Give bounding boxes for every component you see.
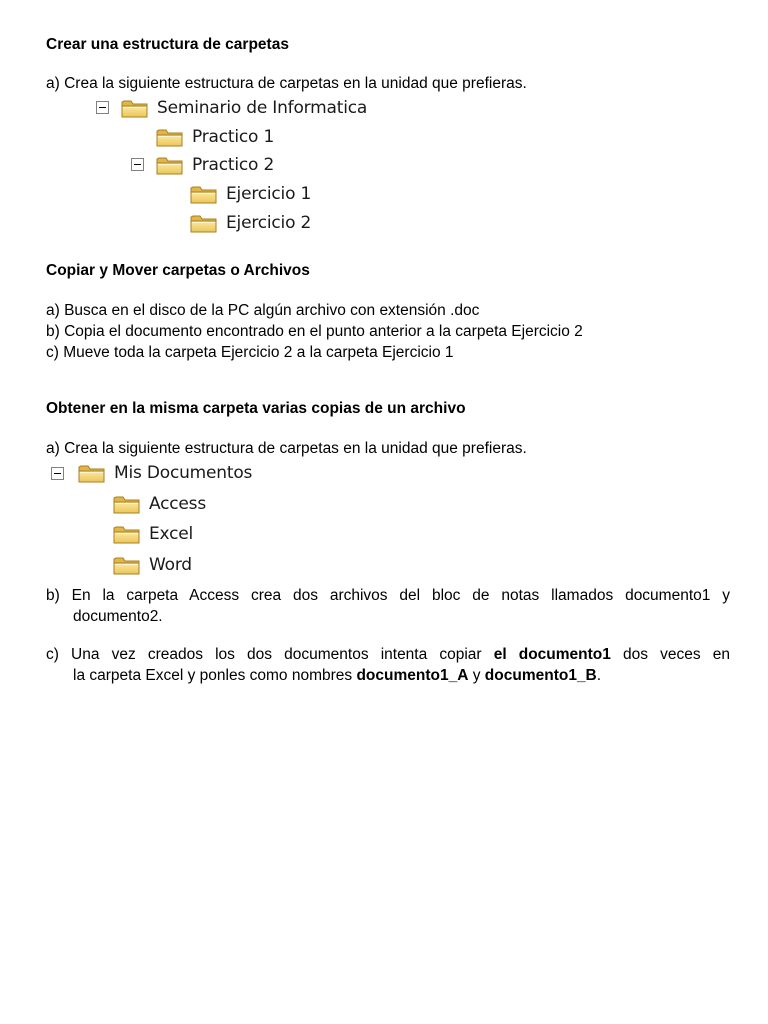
section1-title: Crear una estructura de carpetas — [46, 36, 289, 53]
folder-icon — [112, 523, 142, 545]
tree-node-access[interactable] — [112, 491, 206, 517]
tree-node-label: Ejercicio 1 — [226, 184, 312, 204]
tree-node-practico-2[interactable] — [155, 152, 274, 178]
section3-item-c — [46, 644, 730, 686]
folder-icon — [120, 97, 150, 119]
section3-title: Obtener en la misma carpeta varias copias de un archivo — [46, 400, 466, 417]
section3-item-c-line2 — [46, 665, 730, 686]
collapse-toggle-icon[interactable] — [96, 101, 109, 114]
tree-node-word[interactable] — [112, 552, 192, 578]
tree-node-label: Ejercicio 2 — [226, 213, 312, 233]
folder-icon — [189, 212, 219, 234]
tree-node-seminario[interactable] — [120, 95, 367, 121]
folder-icon — [155, 126, 185, 148]
folder-icon — [155, 154, 185, 176]
section3-item-b — [46, 585, 730, 627]
folder-icon — [77, 462, 107, 484]
collapse-toggle-icon[interactable] — [51, 467, 64, 480]
tree-node-label: Mis Documentos — [114, 463, 253, 483]
folder-icon — [112, 554, 142, 576]
text-run: dos veces en — [610, 646, 730, 663]
tree-node-label: Practico 1 — [192, 127, 275, 147]
folder-icon — [112, 493, 142, 515]
bold-run: el documento1 — [493, 646, 611, 663]
text-run: . — [596, 667, 602, 684]
section3-item-b-line2: documento2. — [73, 608, 163, 625]
tree-node-label: Excel — [149, 524, 194, 544]
section2-item-c: c) Mueve toda la carpeta Ejercicio 2 a la carpeta Ejercicio 1 — [46, 344, 454, 361]
collapse-toggle-icon[interactable] — [131, 158, 144, 171]
bold-run: documento1_B — [484, 667, 597, 684]
section1-item-a: a) Crea la siguiente estructura de carpetas en la unidad que prefieras. — [46, 75, 527, 92]
section3-item-a: a) Crea la siguiente estructura de carpetas en la unidad que prefieras. — [46, 440, 527, 457]
tree-node-label: Practico 2 — [192, 155, 275, 175]
tree-node-practico-1[interactable] — [155, 124, 274, 150]
text-run: c) Una vez creados los dos documentos intenta copiar — [46, 646, 494, 663]
tree-node-ejercicio-1[interactable] — [189, 181, 311, 207]
tree-node-mis-documentos[interactable] — [77, 460, 252, 486]
section2-title: Copiar y Mover carpetas o Archivos — [46, 262, 310, 279]
tree-node-ejercicio-2[interactable] — [189, 210, 311, 236]
text-run: la carpeta Excel y ponles como nombres — [73, 667, 357, 684]
folder-icon — [189, 183, 219, 205]
tree-node-label: Seminario de Informatica — [157, 98, 368, 118]
tree-node-label: Access — [149, 494, 206, 514]
section3-item-b-line1: b) En la carpeta Access crea dos archivos del bloc de notas llamados documento1 y — [46, 587, 730, 604]
text-run: y — [468, 667, 485, 684]
section2-item-b: b) Copia el documento encontrado en el punto anterior a la carpeta Ejercicio 2 — [46, 323, 583, 340]
tree-node-excel[interactable] — [112, 521, 193, 547]
bold-run: documento1_A — [356, 667, 469, 684]
tree-node-label: Word — [149, 555, 192, 575]
section3-item-c-line1 — [46, 644, 730, 665]
section2-item-a: a) Busca en el disco de la PC algún archivo con extensión .doc — [46, 302, 480, 319]
